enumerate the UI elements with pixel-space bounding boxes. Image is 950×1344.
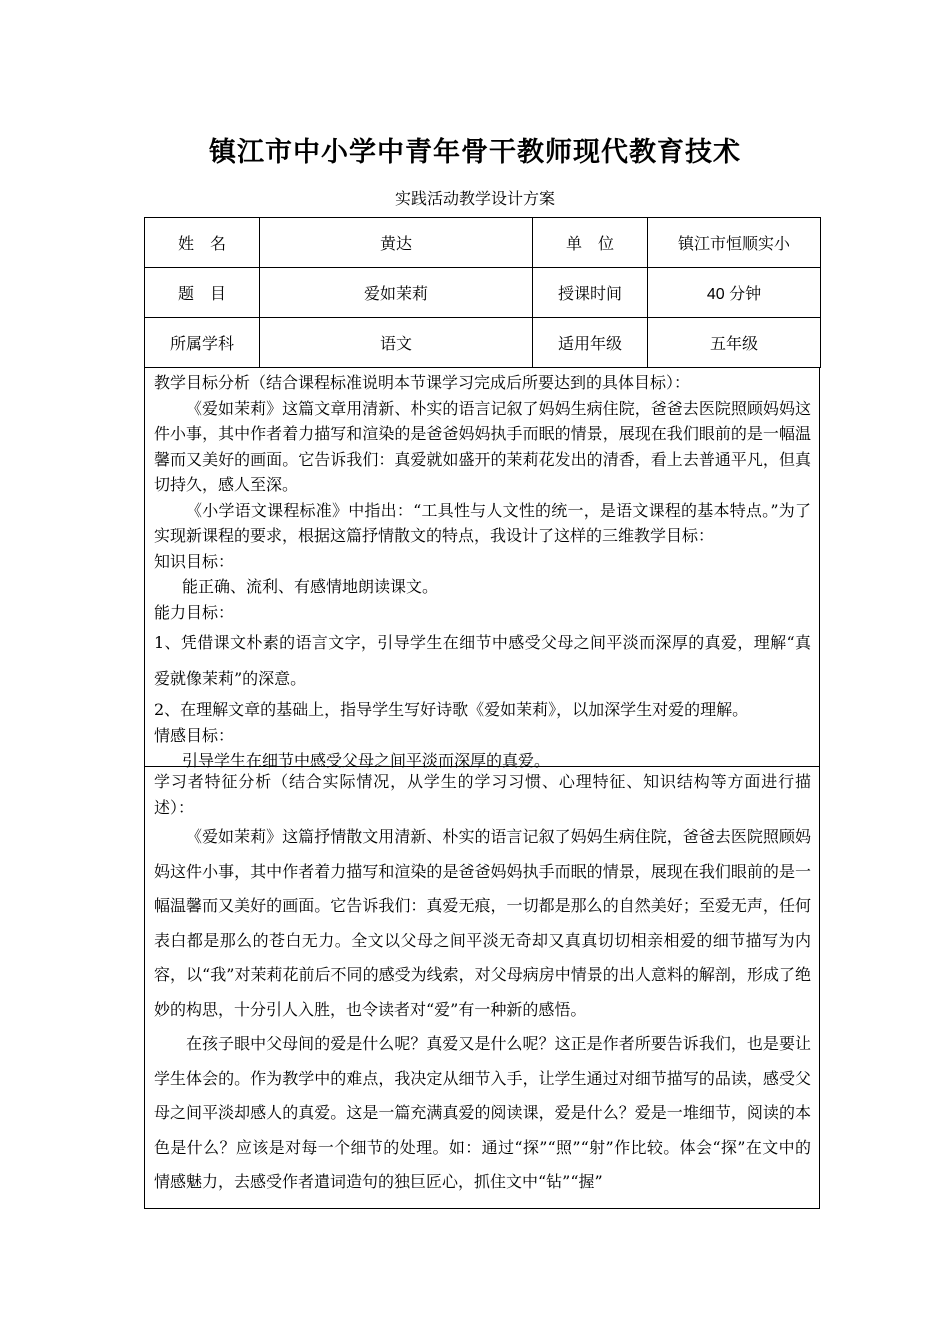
learners-paragraph: 在孩子眼中父母间的爱是什么呢？真爱又是什么呢？这正是作者所要告诉我们，也是要让学生体会的。作为教学中的难点，我决定从细节入手，让学生通过对细节描写的品读，感受父母之间平淡却感人的真爱。这是一篇充满真爱的阅读课，爱是什么？爱是一堆细节，阅读的本色是什么？应该是对每一个细节的处理。如：通过“探”“照”“射”作比较。体会“探”在文中的情感魅力，去感受作者遣词造句的独巨匠心，抓住文中“钻”“握” <box>154 1034 811 1191</box>
value-duration: 40 分钟 <box>648 268 821 318</box>
ability-label: 能力目标： <box>154 602 235 622</box>
info-table <box>144 217 821 368</box>
label-unit: 单 位 <box>533 218 648 268</box>
objectives-paragraph: 《爱如茉莉》这篇文章用清新、朴实的语言记叙了妈妈生病住院，爸爸去医院照顾妈妈这件小事，其中作者着力描写和渲染的是爸爸妈妈执手而眠的情景，展现在我们眼前的是一幅温馨而又美好的画面。它告诉我们：真爱就如盛开的茉莉花发出的清香，看上去普通平凡，但真切持久，感人至深。 <box>154 398 811 494</box>
emotion-text: 引导学生在细节中感受父母之间平淡而深厚的真爱。 <box>182 751 551 770</box>
label-topic: 题 目 <box>145 268 260 318</box>
value-topic: 爱如茉莉 <box>260 268 533 318</box>
ability-item: 2、在理解文章的基础上，指导学生写好诗歌《爱如茉莉》，以加深学生对爱的理解。 <box>154 700 749 719</box>
label-grade: 适用年级 <box>533 318 648 368</box>
objectives-heading: 教学目标分析（结合课程标准说明本节课学习完成后所要达到的具体目标）： <box>154 373 691 392</box>
label-subject: 所属学科 <box>145 318 260 368</box>
document-title: 镇江市中小学中青年骨干教师现代教育技术 <box>209 137 741 168</box>
knowledge-text: 能正确、流利、有感情地朗读课文。 <box>182 577 439 596</box>
emotion-label: 情感目标： <box>154 725 235 745</box>
learners-section <box>144 766 820 1209</box>
value-name: 黄达 <box>260 218 533 268</box>
value-subject: 语文 <box>260 318 533 368</box>
label-duration: 授课时间 <box>533 268 648 318</box>
document-subtitle: 实践活动教学设计方案 <box>394 189 555 208</box>
knowledge-label: 知识目标： <box>154 551 235 571</box>
objectives-paragraph: 《小学语文课程标准》中指出：“工具性与人文性的统一，是语文课程的基本特点。”为了实现新课程的要求，根据这篇抒情散文的特点，我设计了这样的三维教学目标： <box>154 500 811 545</box>
table-row <box>145 268 821 318</box>
value-grade: 五年级 <box>648 318 821 368</box>
table-row <box>145 318 821 368</box>
value-unit: 镇江市恒顺实小 <box>648 218 821 268</box>
learners-heading: 学习者特征分析（结合实际情况，从学生的学习习惯、心理特征、知识结构等方面进行描述）： <box>154 772 811 817</box>
table-row <box>145 218 821 268</box>
learners-paragraph: 《爱如茉莉》这篇抒情散文用清新、朴实的语言记叙了妈妈生病住院，爸爸去医院照顾妈妈这件小事，其中作者着力描写和渲染的是爸爸妈妈执手而眠的情景，展现在我们眼前的是一幅温馨而又美好的画面。它告诉我们：真爱无痕，一切都是那么的自然美好；至爱无声，任何表白都是那么的苍白无力。全文以父母之间平淡无奇却又真真切切相亲相爱的细节描写为内容，以“我”对茉莉花前后不同的感受为线索，对父母病房中情景的出人意料的解剖，形成了绝妙的构思，十分引人入胜，也令读者对“爱”有一种新的感悟。 <box>154 827 811 1019</box>
label-name: 姓 名 <box>145 218 260 268</box>
ability-item: 1、凭借课文朴素的语言文字，引导学生在细节中感受父母之间平淡而深厚的真爱，理解“真爱就像茉莉”的深意。 <box>154 633 811 688</box>
objectives-section <box>144 367 820 770</box>
